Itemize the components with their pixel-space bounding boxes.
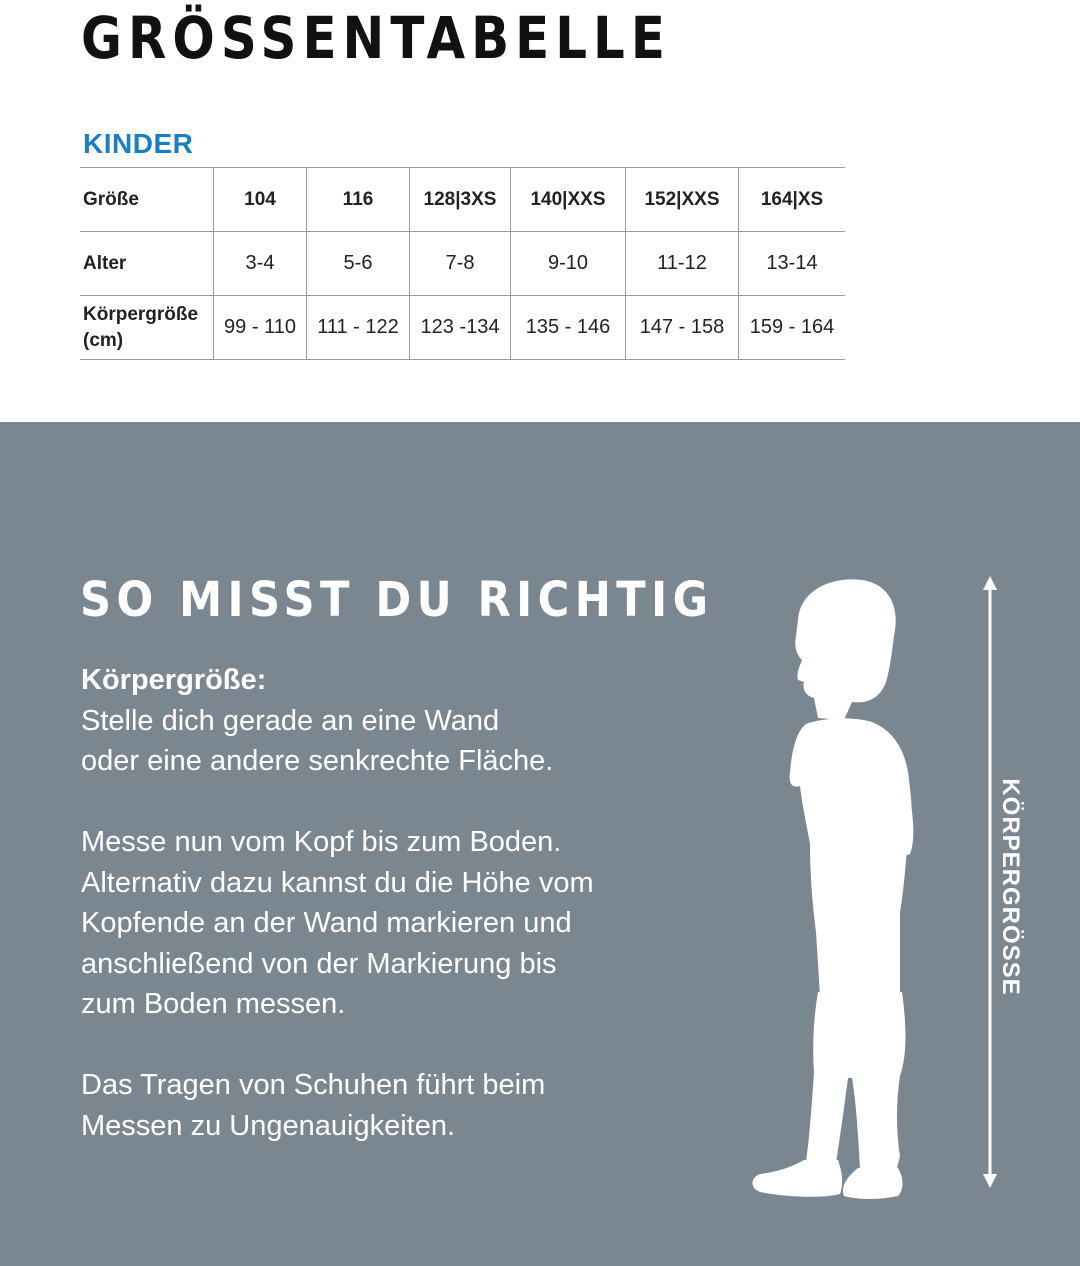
table-cell: 152|XXS — [626, 168, 739, 232]
instruction-line: Stelle dich gerade an eine Wand — [81, 704, 500, 737]
table-cell: 99 - 110 — [214, 296, 307, 360]
instruction-line: Messe nun vom Kopf bis zum Boden. — [81, 826, 562, 858]
table-cell: 3-4 — [214, 232, 307, 296]
table-row — [80, 232, 845, 296]
instruction-line: Messen zu Ungenauigkeiten. — [81, 1109, 456, 1142]
row-label-unit: (cm) — [83, 329, 124, 351]
table-cell: 7-8 — [410, 232, 511, 296]
table-cell: 111 - 122 — [307, 296, 410, 360]
table-cell: 164|XS — [739, 168, 846, 232]
instruction-line: anschließend von der Markierung bis — [81, 947, 557, 980]
instruction-line: Das Tragen von Schuhen führt beim — [81, 1069, 546, 1101]
table-cell: 5-6 — [307, 232, 410, 296]
table-cell: 135 - 146 — [511, 296, 626, 360]
instruction-line: Alternativ dazu kannst du die Höhe vom — [81, 866, 594, 899]
table-cell: 128|3XS — [410, 168, 511, 232]
row-label-line: Körpergröße — [83, 303, 199, 325]
table-cell: 159 - 164 — [739, 296, 846, 360]
instruction-line: oder eine andere senkrechte Fläche. — [81, 745, 554, 777]
table-cell: 116 — [307, 168, 410, 232]
table-cell: 104 — [214, 168, 307, 232]
table-cell: 140|XXS — [511, 168, 626, 232]
section-label-kinder: KINDER — [83, 128, 194, 159]
page-title: GRÖSSENTABELLE — [81, 4, 671, 72]
measuring-guide-section — [0, 422, 1080, 1266]
row-label — [80, 296, 214, 360]
instruction-label: Körpergröße: — [81, 664, 267, 696]
table-row — [80, 168, 845, 232]
size-table — [80, 167, 845, 360]
height-axis-label: KÖRPERGRÖSSE — [997, 778, 1024, 996]
table-cell: 9-10 — [511, 232, 626, 296]
table-cell: 123 -134 — [410, 296, 511, 360]
table-row — [80, 296, 845, 360]
table-cell: 147 - 158 — [626, 296, 739, 360]
guide-title: SO MISST DU RICHTIG — [80, 572, 714, 628]
instructions — [81, 660, 681, 1146]
row-label: Alter — [80, 232, 214, 296]
instruction-line: zum Boden messen. — [81, 988, 346, 1020]
size-chart-section — [0, 0, 1080, 422]
row-label: Größe — [80, 168, 214, 232]
child-silhouette-icon — [740, 572, 930, 1202]
table-cell: 11-12 — [626, 232, 739, 296]
table-cell: 13-14 — [739, 232, 846, 296]
instruction-line: Kopfende an der Wand markieren und — [81, 907, 572, 939]
